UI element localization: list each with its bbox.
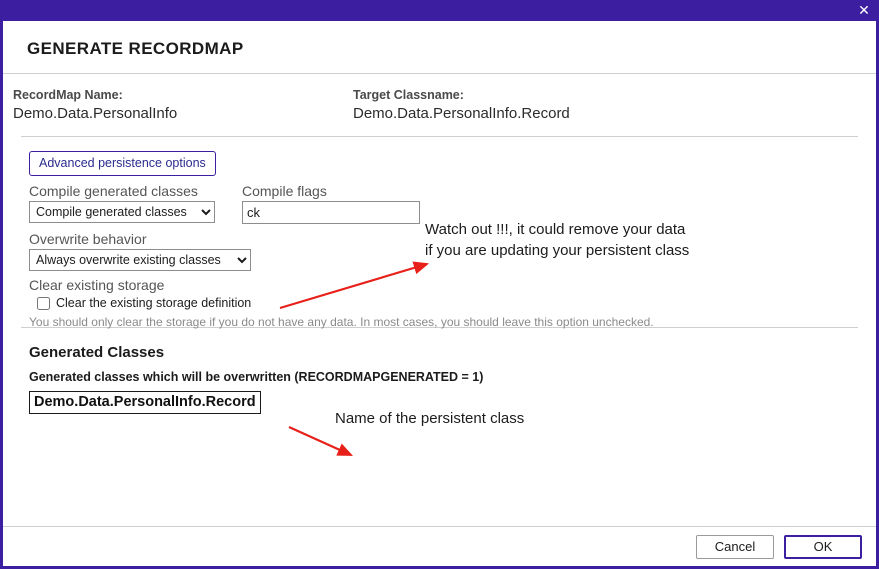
generated-classes-subtitle: Generated classes which will be overwritten (RECORDMAPGENERATED = 1) — [29, 370, 484, 384]
target-classname-block — [353, 88, 570, 122]
clear-storage-label: Clear existing storage — [29, 277, 165, 293]
compile-classes-field — [29, 176, 242, 224]
dialog-footer — [3, 526, 876, 566]
recordmap-name-value: Demo.Data.PersonalInfo — [13, 105, 178, 122]
info-row — [3, 74, 876, 136]
compile-flags-input[interactable] — [242, 201, 420, 224]
ok-button[interactable]: OK — [784, 535, 862, 559]
target-classname-label: Target Classname: — [353, 88, 464, 102]
recordmap-name-block — [13, 88, 353, 122]
advanced-persistence-options-button[interactable]: Advanced persistence options — [29, 151, 216, 176]
generated-class-name[interactable]: Demo.Data.PersonalInfo.Record — [29, 391, 261, 414]
overwrite-behavior-select[interactable] — [29, 249, 251, 271]
generated-classes-title: Generated Classes — [29, 344, 165, 361]
overwrite-behavior-label: Overwrite behavior — [29, 231, 147, 247]
cancel-button[interactable]: Cancel — [696, 535, 774, 559]
options-section — [3, 137, 876, 327]
compile-flags-field — [242, 176, 420, 224]
compile-flags-label: Compile flags — [242, 183, 327, 199]
compile-classes-select[interactable] — [29, 201, 215, 223]
clear-storage-checkbox[interactable] — [37, 297, 50, 310]
recordmap-name-label: RecordMap Name: — [13, 88, 123, 102]
clear-storage-checkbox-label: Clear the existing storage definition — [56, 296, 252, 310]
close-icon[interactable]: ✕ — [858, 3, 870, 19]
clear-storage-group — [29, 277, 876, 329]
persistent-class-annotation: Name of the persistent class — [335, 410, 525, 427]
clear-storage-hint: You should only clear the storage if you do not have any data. In most cases, you should leave this option unchecked. — [29, 315, 654, 329]
clear-storage-checkbox-row[interactable] — [29, 296, 876, 310]
dialog-header — [3, 21, 876, 74]
title-bar — [3, 3, 876, 21]
page-title: GENERATE RECORDMAP — [27, 39, 244, 58]
warning-annotation: Watch out !!!, it could remove your data if you are updating your persistent class — [425, 221, 690, 259]
compile-classes-label: Compile generated classes — [29, 183, 198, 199]
generated-classes-section — [3, 328, 876, 478]
target-classname-value: Demo.Data.PersonalInfo.Record — [353, 105, 570, 122]
compile-row — [29, 176, 876, 224]
